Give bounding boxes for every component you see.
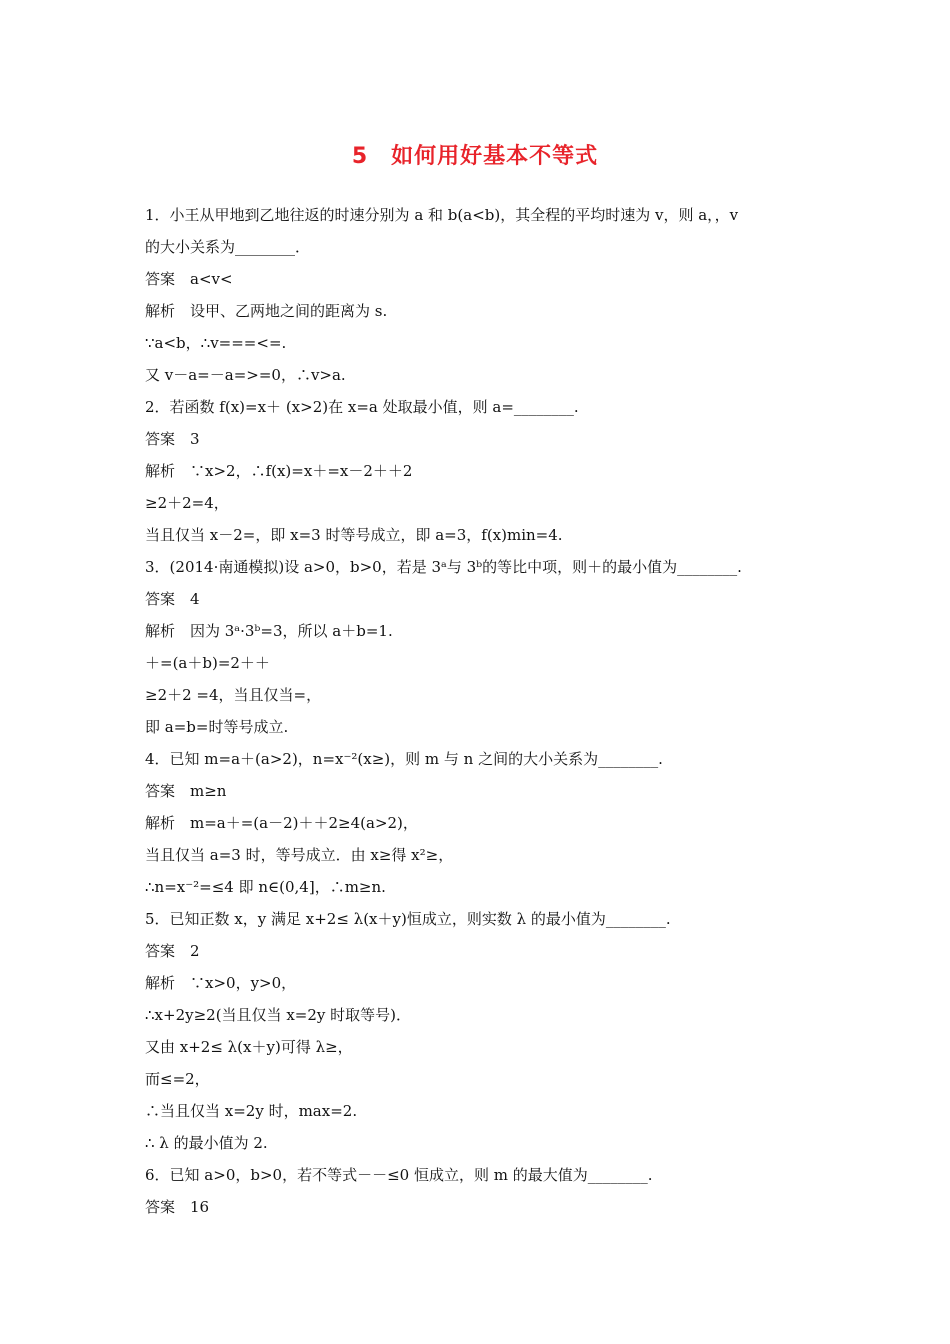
problem-1-analysis-line: 又 v－a=－a=>=0，∴v>a. [145,366,346,384]
problem-5-analysis-line: 而≤=2， [145,1070,210,1088]
problem-5-analysis-line: 又由 x+2≤ λ(x＋y)可得 λ≥， [145,1038,353,1056]
problem-2-stem: 2．若函数 f(x)=x＋ (x>2)在 x=a 处取最小值，则 a=________. [145,398,579,416]
problem-3-analysis: 解析 因为 3ᵃ·3ᵇ=3，所以 a＋b=1. [145,622,393,640]
problem-2-analysis-line: ≥2＋2=4， [145,494,229,512]
problem-6-answer: 答案 16 [145,1198,210,1216]
problem-4-analysis-line: 当且仅当 a=3 时，等号成立．由 x≥得 x²≥， [145,846,454,864]
problem-1-stem: 1．小王从甲地到乙地往返的时速分别为 a 和 b(a<b)，其全程的平均时速为 v，则 a，，v [145,206,739,224]
problem-5-stem: 5．已知正数 x，y 满足 x+2≤ λ(x＋y)恒成立，则实数 λ 的最小值为________. [145,910,671,928]
problem-2-analysis-line: 当且仅当 x－2=，即 x=3 时等号成立，即 a=3，f(x)min=4. [145,526,563,544]
problem-4-answer: 答案 m≥n [145,782,227,800]
problem-5-answer: 答案 2 [145,942,200,960]
problem-5-analysis-line: ∴ λ 的最小值为 2. [145,1134,268,1152]
problem-3-stem: 3．(2014·南通模拟)设 a>0，b>0，若是 3ᵃ与 3ᵇ的等比中项，则＋的最小值为________. [145,558,742,576]
problem-1-analysis: 解析 设甲、乙两地之间的距离为 s. [145,302,388,320]
document-body [145,199,825,1223]
problem-6-stem: 6．已知 a>0，b>0，若不等式－－≤0 恒成立，则 m 的最大值为________. [145,1166,653,1184]
problem-5-analysis-line: ∴当且仅当 x=2y 时，max=2. [145,1102,358,1120]
problem-4-analysis-line: ∴n=x⁻²=≤4 即 n∈(0,4]，∴m≥n. [145,878,386,896]
problem-2-answer: 答案 3 [145,430,200,448]
problem-4-analysis: 解析 m=a＋=(a－2)＋＋2≥4(a>2)， [145,814,418,832]
problem-2-analysis: 解析 ∵x>2，∴f(x)=x＋=x－2＋＋2 [145,462,413,480]
page-title: 5 如何用好基本不等式 [351,144,599,169]
problem-3-analysis-line: ≥2＋2 =4，当且仅当=， [145,686,322,704]
problem-1-stem-cont: 的大小关系为________． [145,238,311,256]
problem-3-analysis-line: ＋=(a＋b)=2＋＋ [145,654,270,672]
problem-3-analysis-line: 即 a=b=时等号成立. [145,718,289,736]
problem-3-answer: 答案 4 [145,590,200,608]
problem-1-analysis-line: ∵a<b，∴v===<=. [145,334,287,352]
problem-4-stem: 4．已知 m=a＋(a>2)，n=x⁻²(x≥)，则 m 与 n 之间的大小关系为________. [145,750,663,768]
problem-5-analysis-line: ∴x+2y≥2(当且仅当 x=2y 时取等号)． [145,1006,411,1024]
problem-1-answer: 答案 a<v< [145,270,233,288]
problem-5-analysis: 解析 ∵x>0，y>0， [145,974,297,992]
